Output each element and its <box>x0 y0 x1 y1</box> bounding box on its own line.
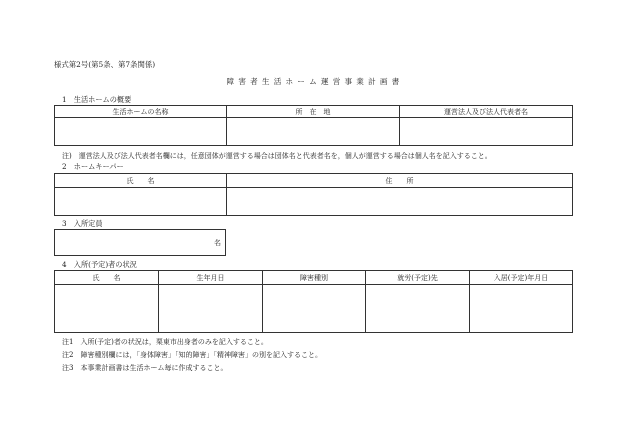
keeper-name-cell[interactable] <box>55 188 227 216</box>
note-2: 注2 障害種別欄には，「身体障害」「知的障害」「精神障害」の別を記入すること。 <box>62 351 322 359</box>
form-id: 様式第2号(第5条、第7条関係) <box>54 60 156 69</box>
document-title: 障害者生活ホーム運営事業計画書 <box>226 77 404 86</box>
section4-heading: 4 入所(予定)者の状況 <box>62 260 137 269</box>
keeper-address-cell[interactable] <box>227 188 573 216</box>
col-home-name: 生活ホームの名称 <box>55 106 227 118</box>
col-keeper-address: 住 所 <box>227 174 573 188</box>
workplace-cell[interactable] <box>366 285 470 333</box>
move-in-date-cell[interactable] <box>470 285 573 333</box>
section2-heading: 2 ホームキーパー <box>62 162 124 171</box>
capacity-unit: 名 <box>214 238 221 247</box>
resident-name-cell[interactable] <box>55 285 159 333</box>
location-cell[interactable] <box>227 118 400 146</box>
col-location: 所 在 地 <box>227 106 400 118</box>
residents-table <box>54 270 573 333</box>
section3-heading: 3 入所定員 <box>62 219 103 228</box>
home-overview-table <box>54 105 573 146</box>
homekeeper-table <box>54 173 573 216</box>
col-workplace: 就労(予定)先 <box>366 271 470 285</box>
disability-type-cell[interactable] <box>263 285 366 333</box>
capacity-cell[interactable] <box>55 230 226 256</box>
col-operator: 運営法人及び法人代表者名 <box>400 106 573 118</box>
capacity-table <box>54 229 226 256</box>
operator-cell[interactable] <box>400 118 573 146</box>
section1-note: 注) 運営法人及び法人代表者名欄には，任意団体が運営する場合は団体名と代表者名を，個人が運営する場合は個人名を記入すること。 <box>62 152 492 160</box>
col-resident-name: 氏 名 <box>55 271 159 285</box>
col-birthdate: 生年月日 <box>159 271 263 285</box>
col-keeper-name: 氏 名 <box>55 174 227 188</box>
home-name-cell[interactable] <box>55 118 227 146</box>
section1-heading: 1 生活ホームの概要 <box>62 95 132 104</box>
col-disability-type: 障害種別 <box>263 271 366 285</box>
col-move-in-date: 入居(予定)年月日 <box>470 271 573 285</box>
birthdate-cell[interactable] <box>159 285 263 333</box>
note-1: 注1 入所(予定)者の状況は，栗東市出身者のみを記入すること。 <box>62 338 268 346</box>
note-3: 注3 本事業計画書は生活ホーム毎に作成すること。 <box>62 364 228 372</box>
